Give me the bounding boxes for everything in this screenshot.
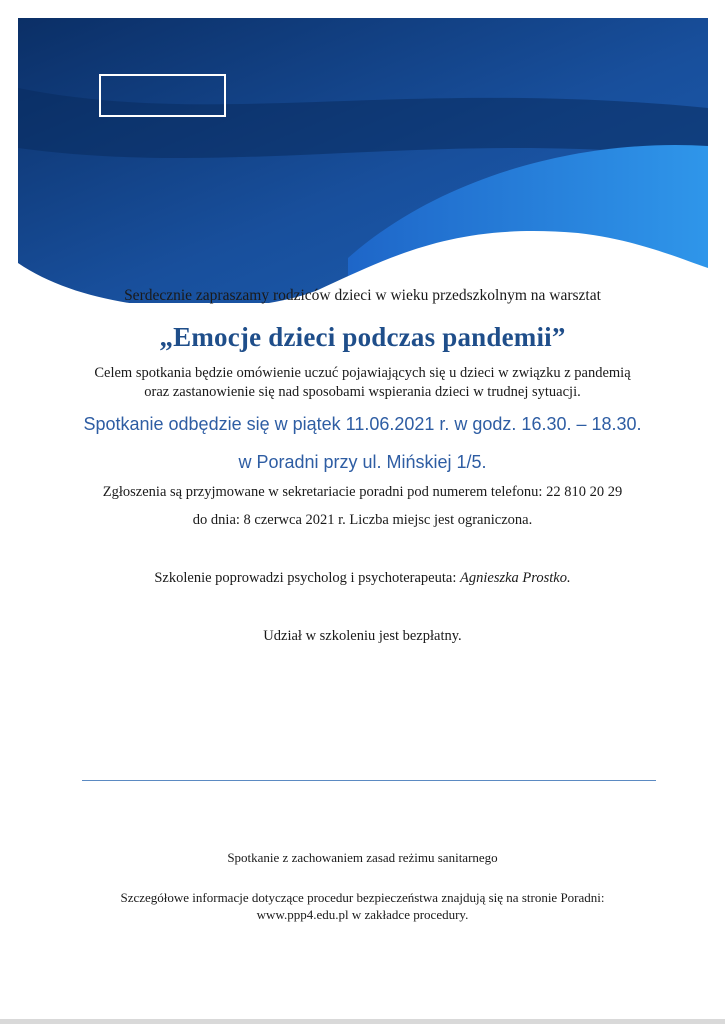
invitation-text: Serdecznie zapraszamy rodziców dzieci w wieku przedszkolnym na warsztat xyxy=(124,287,601,304)
purpose-line-2: oraz zastanowienie się nad sposobami wspierania dzieci w trudnej sytuacji. xyxy=(144,384,581,400)
purpose-line-1: Celem spotkania będzie omówienie uczuć pojawiających się u dzieci w związku z pandemią xyxy=(94,365,631,381)
participation-fee: Udział w szkoleniu jest bezpłatny. xyxy=(263,628,462,644)
sanitary-notice: Spotkanie z zachowaniem zasad reżimu sanitarnego xyxy=(227,850,498,865)
registration-deadline: do dnia: 8 czerwca 2021 r. Liczba miejsc jest ograniczona. xyxy=(192,512,533,528)
safety-details-line-2: www.ppp4.edu.pl w zakładce procedury. xyxy=(256,907,469,922)
divider-line xyxy=(82,780,656,781)
workshop-title: „Emocje dzieci podczas pandemii” xyxy=(159,322,566,352)
header-banner xyxy=(18,18,708,303)
scan-edge xyxy=(0,1019,725,1024)
meeting-date-time: Spotkanie odbędzie się w piątek 11.06.2021 r. w godz. 16.30. – 18.30. xyxy=(83,414,642,434)
registration-info: Zgłoszenia są przyjmowane w sekretariacie poradni pod numerem telefonu: 22 810 20 29 xyxy=(102,484,623,500)
leader-prefix: Szkolenie poprowadzi psycholog i psychoterapeuta: xyxy=(154,570,460,586)
safety-details-line-1: Szczegółowe informacje dotyczące procedur bezpieczeństwa znajdują się na stronie Poradni: xyxy=(120,890,605,905)
leader-name: Agnieszka Prostko. xyxy=(460,570,571,586)
workshop-leader xyxy=(0,570,725,587)
meeting-location: w Poradni przy ul. Mińskiej 1/5. xyxy=(238,452,487,472)
